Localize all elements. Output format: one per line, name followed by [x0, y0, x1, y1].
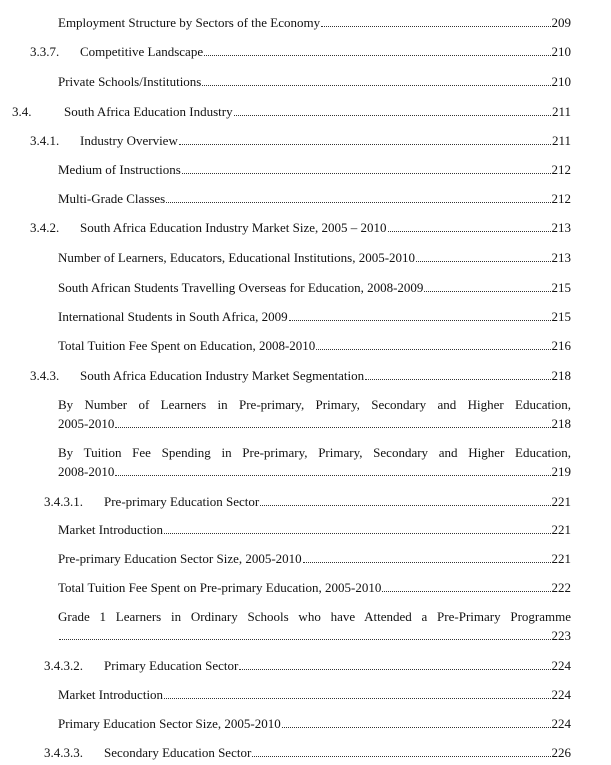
dot-leader — [115, 427, 550, 428]
toc-entry[interactable] — [58, 580, 571, 596]
toc-entry-page: 212 — [551, 162, 571, 177]
dot-leader — [164, 698, 550, 699]
dot-leader — [234, 115, 551, 116]
toc-entry-page: 219 — [551, 464, 571, 479]
toc-entry-title: Primary Education Sector Size, 2005-2010 — [58, 716, 281, 731]
toc-entry[interactable] — [58, 716, 571, 732]
toc-entry-number: 3.4.3.2. — [44, 658, 83, 673]
toc-entry-title: Total Tuition Fee Spent on Education, 2008-2010 — [58, 338, 316, 353]
toc-entry-page: 221 — [551, 551, 571, 566]
toc-entry-title: South Africa Education Industry Market Size, 2005 – 2010 — [80, 220, 387, 235]
dot-leader — [239, 669, 550, 670]
toc-entry-page: 226 — [551, 745, 571, 760]
toc-entry-page: 224 — [551, 687, 571, 702]
toc-entry-title: Private Schools/Institutions — [58, 74, 202, 89]
toc-entry-title: Total Tuition Fee Spent on Pre-primary Education, 2005-2010 — [58, 580, 382, 595]
toc-entry-title: South Africa Education Industry — [64, 104, 233, 119]
dot-leader — [204, 55, 550, 56]
toc-entry-wrapped[interactable] — [58, 609, 571, 644]
toc-entry-title: Medium of Instructions — [58, 162, 181, 177]
toc-entry[interactable] — [58, 551, 571, 567]
toc-entry-page: 218 — [551, 368, 571, 383]
dot-leader — [59, 639, 551, 640]
toc-entry-page: 213 — [551, 220, 571, 235]
dot-leader — [365, 379, 550, 380]
toc-entry-title-line1: By Number of Learners in Pre-primary, Primary, Secondary and Higher Education, — [58, 397, 571, 412]
toc-entry-title: Market Introduction — [58, 522, 164, 537]
toc-entry-title-line1: Grade 1 Learners in Ordinary Schools who have Attended a Pre-Primary Programme — [58, 609, 571, 624]
toc-entry-page: 210 — [551, 74, 571, 89]
toc-entry-page: 221 — [551, 522, 571, 537]
dot-leader — [289, 320, 551, 321]
toc-entry-page: 218 — [551, 416, 571, 431]
toc-entry-number: 3.4.3. — [30, 368, 60, 383]
toc-entry[interactable] — [58, 338, 571, 354]
dot-leader — [382, 591, 550, 592]
toc-entry-page: 216 — [551, 338, 571, 353]
toc-entry[interactable] — [12, 104, 571, 120]
toc-entry-title: Pre-primary Education Sector — [104, 494, 260, 509]
dot-leader — [388, 231, 551, 232]
dot-leader — [164, 533, 550, 534]
dot-leader — [303, 562, 551, 563]
toc-entry-title: Competitive Landscape — [80, 44, 204, 59]
toc-entry[interactable] — [58, 191, 571, 207]
toc-entry-title: Industry Overview — [80, 133, 178, 148]
toc-entry-title: Secondary Education Sector — [104, 745, 252, 760]
dot-leader — [179, 144, 551, 145]
dot-leader — [316, 349, 550, 350]
toc-entry[interactable] — [58, 15, 571, 31]
dot-leader — [416, 261, 550, 262]
toc-entry[interactable] — [58, 74, 571, 90]
toc-entry-number: 3.4.3.3. — [44, 745, 83, 760]
toc-entry-number: 3.4.1. — [30, 133, 60, 148]
toc-entry[interactable] — [58, 522, 571, 538]
dot-leader — [182, 173, 551, 174]
toc-entry-page: 213 — [551, 250, 571, 265]
toc-entry-number: 3.3.7. — [30, 44, 60, 59]
toc-entry-title: Employment Structure by Sectors of the Economy — [58, 15, 321, 30]
toc-entry-title: Pre-primary Education Sector Size, 2005-2010 — [58, 551, 302, 566]
toc-entry-title: South Africa Education Industry Market Segmentation — [80, 368, 365, 383]
toc-entry[interactable] — [30, 368, 571, 384]
toc-entry[interactable] — [30, 220, 571, 236]
toc-entry-title: Number of Learners, Educators, Educational Institutions, 2005-2010 — [58, 250, 416, 265]
dot-leader — [321, 26, 550, 27]
dot-leader — [260, 505, 550, 506]
dot-leader — [166, 202, 550, 203]
toc-entry-page: 209 — [551, 15, 571, 30]
toc-entry-number: 3.4. — [12, 104, 32, 119]
dot-leader — [115, 475, 550, 476]
dot-leader — [424, 291, 550, 292]
toc-entry-title-line1: By Tuition Fee Spending in Pre-primary, Primary, Secondary and Higher Education, — [58, 445, 571, 460]
toc-entry-title-line2: 2008-2010 — [58, 464, 115, 479]
toc-entry[interactable] — [58, 280, 571, 296]
toc-entry-page: 221 — [551, 494, 571, 509]
toc-entry[interactable] — [44, 494, 571, 510]
toc-entry-line2 — [58, 464, 571, 480]
toc-entry-wrapped[interactable] — [58, 397, 571, 432]
toc-entry-wrapped[interactable] — [58, 445, 571, 480]
toc-entry-page: 224 — [551, 658, 571, 673]
toc-entry[interactable] — [58, 687, 571, 703]
dot-leader — [282, 727, 551, 728]
toc-entry-page: 224 — [551, 716, 571, 731]
toc-entry[interactable] — [30, 133, 571, 149]
toc-entry-page: 215 — [551, 280, 571, 295]
toc-entry[interactable] — [58, 162, 571, 178]
toc-entry[interactable] — [44, 658, 571, 674]
toc-entry-page: 211 — [551, 104, 571, 119]
toc-entry-title-line2: 2005-2010 — [58, 416, 115, 431]
toc-entry-title: Multi-Grade Classes — [58, 191, 166, 206]
toc-entry[interactable] — [58, 309, 571, 325]
dot-leader — [252, 756, 550, 757]
toc-entry-title: International Students in South Africa, 2009 — [58, 309, 288, 324]
toc-entry-line2 — [58, 628, 571, 644]
toc-entry[interactable] — [44, 745, 571, 761]
toc-entry-page: 211 — [551, 133, 571, 148]
toc-entry-page: 223 — [551, 628, 571, 643]
toc-entry-page: 210 — [551, 44, 571, 59]
toc-entry-number: 3.4.2. — [30, 220, 60, 235]
toc-entry[interactable] — [30, 44, 571, 60]
toc-entry-title: Primary Education Sector — [104, 658, 239, 673]
dot-leader — [202, 85, 550, 86]
toc-entry-page: 215 — [551, 309, 571, 324]
toc-entry-page: 212 — [551, 191, 571, 206]
toc-entry-title: Market Introduction — [58, 687, 164, 702]
toc-entry-title: South African Students Travelling Overseas for Education, 2008-2009 — [58, 280, 424, 295]
toc-entry-number: 3.4.3.1. — [44, 494, 83, 509]
toc-entry[interactable] — [58, 250, 571, 266]
toc-entry-line2 — [58, 416, 571, 432]
toc-entry-page: 222 — [551, 580, 571, 595]
